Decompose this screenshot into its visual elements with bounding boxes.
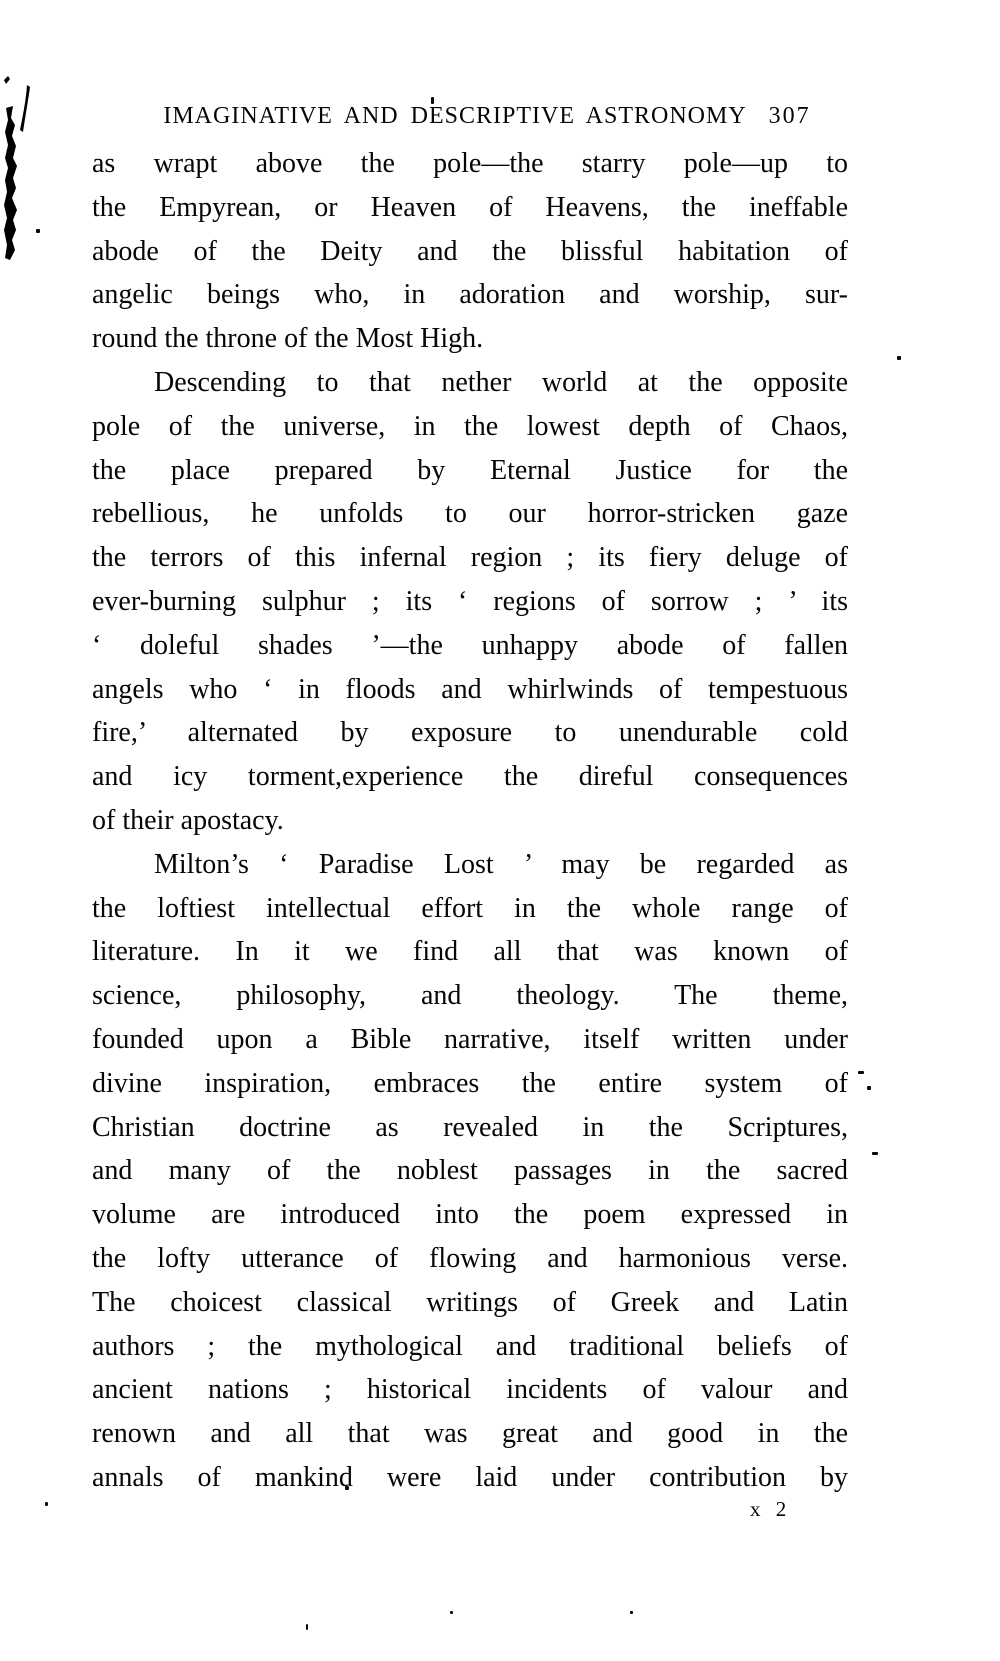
text-line: as wrapt above the pole—the starry pole—up to (92, 148, 848, 179)
text-line: renown and all that was great and good in the (92, 1418, 848, 1450)
text-line: pole of the universe, in the lowest depth of Chaos, (92, 410, 848, 442)
text-line: ancient nations ; historical incidents of valour and (92, 1374, 848, 1406)
text-line: angelic beings who, in adoration and worship, sur- (92, 279, 848, 311)
scan-speck (897, 356, 901, 360)
text-line: science, philosophy, and theology. The theme, (92, 980, 848, 1012)
text-line: the Empyrean, or Heaven of Heavens, the ineffable (92, 191, 848, 223)
text-line: founded upon a Bible narrative, itself written under (92, 1023, 848, 1055)
scan-speck (36, 229, 40, 233)
scan-speck (858, 1071, 864, 1074)
running-header-title: IMAGINATIVE AND DESCRIPTIVE ASTRONOMY (163, 103, 747, 129)
text-line: divine inspiration, embraces the entire system of (92, 1067, 848, 1099)
signature-mark: x 2 (750, 1497, 792, 1521)
text-line: rebellious, he unfolds to our horror-stricken gaze (92, 498, 848, 530)
text-line: round the throne of the Most High. (92, 323, 484, 355)
ink-smudge (0, 70, 40, 270)
text-line: the lofty utterance of flowing and harmonious verse. (92, 1242, 848, 1274)
scan-speck (45, 1502, 48, 1506)
scan-speck (867, 1086, 871, 1090)
text-line: of their apostacy. (92, 804, 284, 836)
scan-speck (872, 1152, 878, 1155)
scan-speck (306, 1624, 308, 1630)
text-line: authors ; the mythological and traditional beliefs of (92, 1330, 848, 1362)
text-line: fire,’ alternated by exposure to unendurable cold (92, 717, 848, 749)
text-line: volume are introduced into the poem expressed in (92, 1199, 848, 1231)
scan-speck (450, 1611, 453, 1614)
text-line: ‘ doleful shades ’—the unhappy abode of fallen (92, 629, 848, 661)
body-text (92, 142, 848, 1500)
text-line: Descending to that nether world at the opposite (154, 366, 848, 398)
text-line: and many of the noblest passages in the sacred (92, 1155, 848, 1187)
text-line: the place prepared by Eternal Justice for the (92, 454, 848, 486)
text-line: the loftiest intellectual effort in the whole range of (92, 892, 848, 924)
text-line: and icy torment,experience the direful consequences (92, 761, 848, 793)
text-line: annals of mankind were laid under contribution by (92, 1461, 848, 1493)
text-line: abode of the Deity and the blissful habitation of (92, 235, 848, 267)
running-header (92, 103, 882, 130)
text-line: Milton’s ‘ Paradise Lost ’ may be regarded as (154, 848, 848, 880)
text-line: angels who ‘ in floods and whirlwinds of tempestuous (92, 673, 848, 705)
text-line: The choicest classical writings of Greek and Latin (92, 1286, 848, 1318)
page-number: 307 (768, 103, 811, 129)
text-line: the terrors of this infernal region ; its fiery deluge of (92, 542, 848, 574)
scan-speck (630, 1611, 633, 1614)
text-line: literature. In it we find all that was known of (92, 936, 848, 968)
text-line: ever-burning sulphur ; its ‘ regions of sorrow ; ’ its (92, 585, 848, 617)
text-line: Christian doctrine as revealed in the Scriptures, (92, 1111, 848, 1143)
